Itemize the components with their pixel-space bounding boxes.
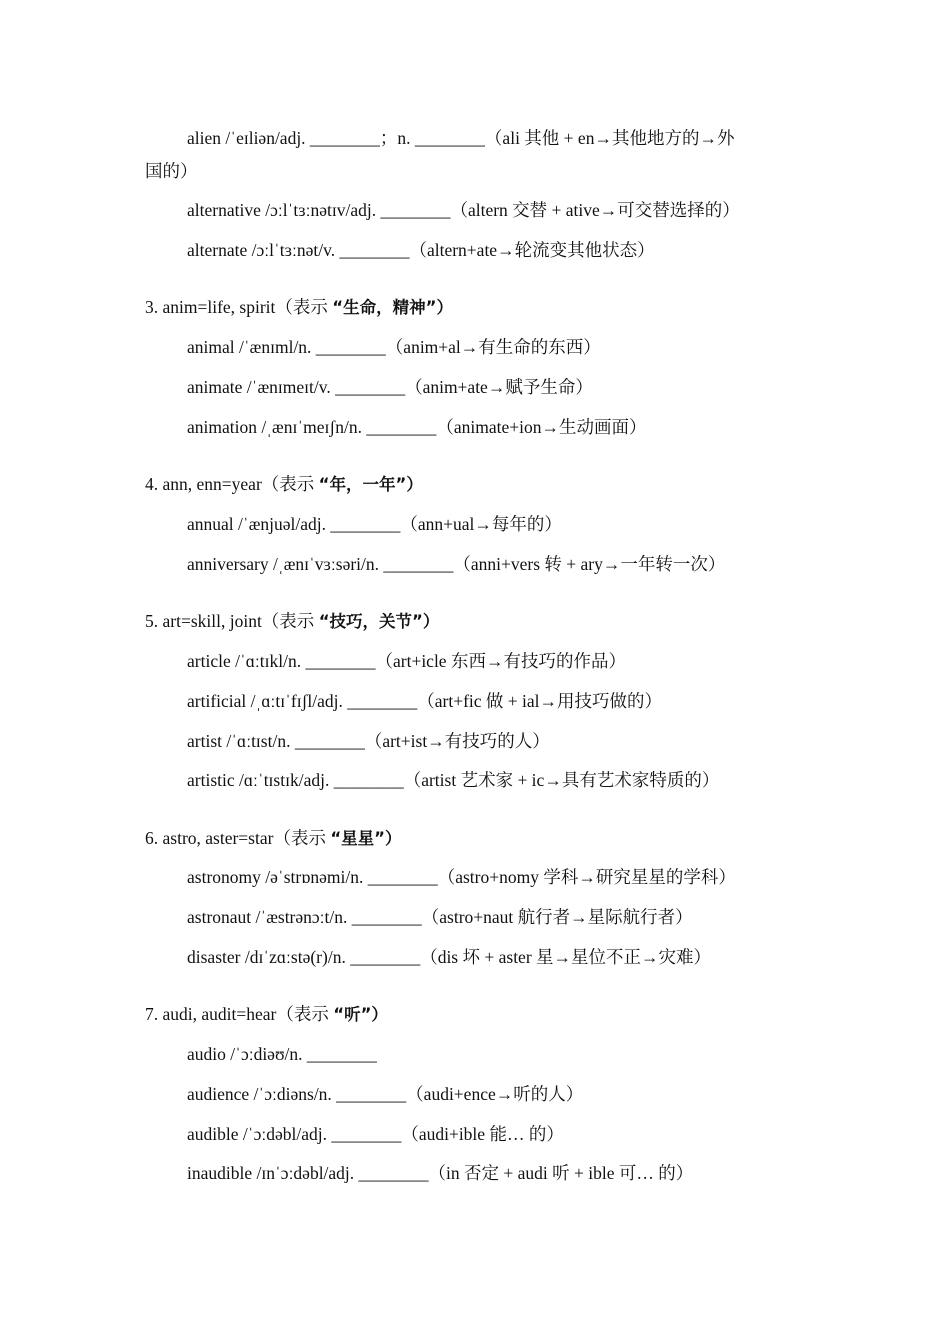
vocab-entry-astronaut: astronaut /ˈæstrənɔːt/n. ________（astro+naut 航行者→星际航行者） <box>187 907 693 927</box>
vocab-entry-annual: annual /ˈænjuəl/adj. ________（ann+ual→每年的） <box>187 514 562 534</box>
vocab-entry-animation: animation /ˌænɪˈmeɪʃn/n. ________（animate+ion→生动画面） <box>187 417 647 437</box>
vocab-entry-audible: audible /ˈɔːdəbl/adj. ________（audi+ible 能… 的） <box>187 1124 564 1144</box>
vocab-entry-animate: animate /ˈænɪmeɪt/v. ________（anim+ate→赋予生命） <box>187 377 593 397</box>
heading-gloss: “生命，精神”） <box>332 298 453 317</box>
section-heading-ann <box>145 473 423 496</box>
section-heading-art <box>145 610 439 633</box>
vocab-entry-anniversary: anniversary /ˌænɪˈvɜːsəri/n. ________（anni+vers 转 + ary→一年转一次） <box>187 554 726 574</box>
vocab-entry-disaster: disaster /dɪˈzɑːstə(r)/n. ________（dis 坏 + aster 星→星位不正→灾难） <box>187 947 712 967</box>
heading-gloss: “技巧，关节”） <box>318 612 440 631</box>
vocab-entry-alien: alien /ˈeɪliən/adj. ________；n. ________（ali 其他 + en→其他地方的→外 <box>187 128 735 148</box>
heading-gloss: “星星”） <box>330 829 402 848</box>
section-heading-astro <box>145 827 402 850</box>
vocab-entry-alternate: alternate /ɔːlˈtɜːnət/v. ________（altern+ate→轮流变其他状态） <box>187 240 655 260</box>
vocab-entry-alien-continued: 国的） <box>145 161 198 181</box>
heading-label: 3. anim=life, spirit（表示 <box>145 297 328 317</box>
heading-label: 6. astro, aster=star（表示 <box>145 828 326 848</box>
section-heading-anim <box>145 296 453 319</box>
vocab-entry-artist: artist /ˈɑːtɪst/n. ________（art+ist→有技巧的人） <box>187 731 550 751</box>
vocab-entry-inaudible: inaudible /ɪnˈɔːdəbl/adj. ________（in 否定 + audi 听 + ible 可… 的） <box>187 1163 694 1183</box>
vocab-entry-article: article /ˈɑːtɪkl/n. ________（art+icle 东西→有技巧的作品） <box>187 651 626 671</box>
vocab-entry-astronomy: astronomy /əˈstrɒnəmi/n. ________（astro+nomy 学科→研究星星的学科） <box>187 867 736 887</box>
heading-label: 5. art=skill, joint（表示 <box>145 611 315 631</box>
vocab-entry-animal: animal /ˈænɪml/n. ________（anim+al→有生命的东西） <box>187 337 601 357</box>
vocab-entry-alternative: alternative /ɔːlˈtɜːnətɪv/adj. ________（altern 交替 + ative→可交替选择的） <box>187 200 740 220</box>
heading-gloss: “听”） <box>333 1005 388 1024</box>
vocab-entry-artificial: artificial /ˌɑːtɪˈfɪʃl/adj. ________（art+fic 做 + ial→用技巧做的） <box>187 691 663 711</box>
vocab-entry-artistic: artistic /ɑːˈtɪstɪk/adj. ________（artist 艺术家 + ic→具有艺术家特质的） <box>187 770 720 790</box>
heading-label: 4. ann, enn=year（表示 <box>145 474 315 494</box>
heading-label: 7. audi, audit=hear（表示 <box>145 1004 329 1024</box>
heading-gloss: “年，一年”） <box>318 475 423 494</box>
section-heading-audi <box>145 1003 388 1026</box>
vocab-entry-audience: audience /ˈɔːdiəns/n. ________（audi+ence→听的人） <box>187 1084 584 1104</box>
vocab-entry-audio: audio /ˈɔːdiəʊ/n. ________ <box>187 1044 377 1064</box>
